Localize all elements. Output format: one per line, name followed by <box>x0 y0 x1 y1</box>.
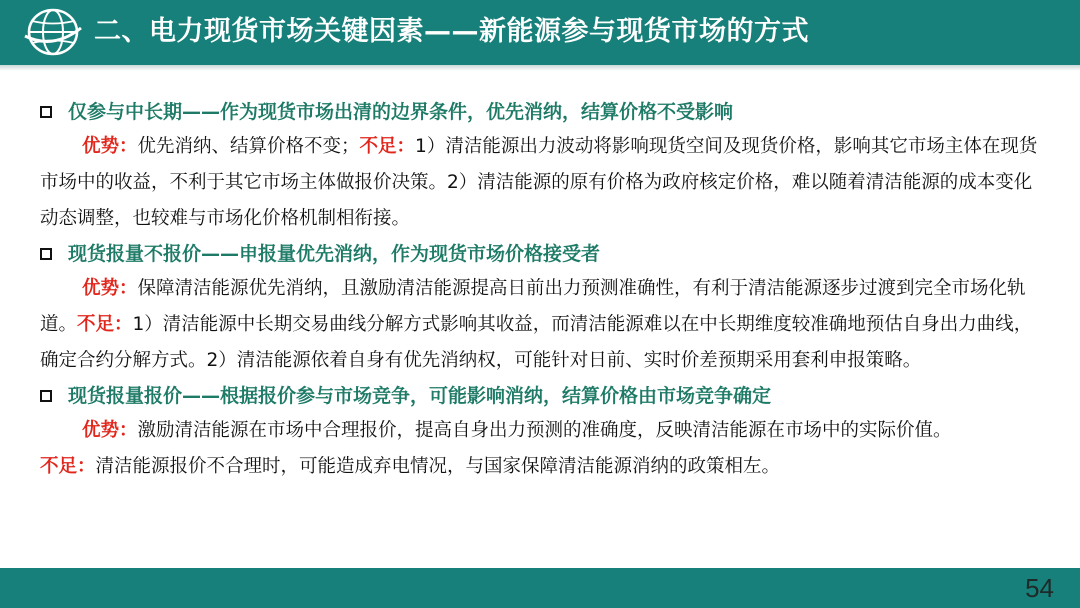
advantage-label: 优势： <box>82 420 138 441</box>
state-grid-logo-icon <box>23 6 83 58</box>
square-bullet-icon <box>40 390 52 402</box>
slide-content <box>40 95 1040 485</box>
item-body-quantity-no-price <box>40 271 1040 379</box>
disadvantage-label: 不足： <box>359 136 416 157</box>
advantage-text: 保障清洁能源优先消纳，且激励清洁能源提高日前出力预测准确性，有利于清洁能源逐步过渡到完全市场化轨道。 <box>40 278 1026 335</box>
advantage-label: 优势： <box>82 278 138 299</box>
disadvantage-text: 1）清洁能源出力波动将影响现货空间及现货价格，影响其它市场主体在现货市场中的收益，不利于其它市场主体做报价决策。2）清洁能源的原有价格为政府核定价格，难以随着清洁能源的成本变化动态调整，也较难与市场化价格机制相衔接。 <box>40 136 1038 229</box>
square-bullet-icon <box>40 248 52 260</box>
footer-bar <box>0 568 1080 608</box>
item-body-long-term-only <box>40 129 1040 237</box>
item-body-quantity-and-price <box>40 413 1040 449</box>
item-heading-quantity-no-price: 现货报量不报价——申报量优先消纳，作为现货市场价格接受者 <box>40 237 1040 271</box>
advantage-text: 优先消纳、结算价格不变； <box>137 136 360 157</box>
item-heading-long-term-only: 仅参与中长期——作为现货市场出清的边界条件，优先消纳，结算价格不受影响 <box>40 95 1040 129</box>
disadvantage-text: 清洁能源报价不合理时，可能造成弃电情况，与国家保障清洁能源消纳的政策相左。 <box>95 456 781 477</box>
advantage-text: 激励清洁能源在市场中合理报价，提高自身出力预测的准确度，反映清洁能源在市场中的实际价值。 <box>137 420 952 441</box>
disadvantage-label: 不足： <box>77 314 133 335</box>
square-bullet-icon <box>40 106 52 118</box>
title-bar-shadow <box>0 65 1080 71</box>
disadvantage-label: 不足： <box>40 456 96 477</box>
title-bar <box>0 0 1080 65</box>
item-body-quantity-and-price-shortfall <box>40 449 1040 485</box>
page-title: 二、电力现货市场关键因素——新能源参与现货市场的方式 <box>94 16 809 47</box>
advantage-label: 优势： <box>82 136 138 157</box>
item-heading-quantity-and-price: 现货报量报价——根据报价参与市场竞争，可能影响消纳，结算价格由市场竞争确定 <box>40 379 1040 413</box>
page-number: 54 <box>1025 573 1054 603</box>
disadvantage-text: 1）清洁能源中长期交易曲线分解方式影响其收益，而清洁能源难以在中长期维度较准确地预估自身出力曲线，确定合约分解方式。2）清洁能源依着自身有优先消纳权，可能针对日前、实时价差预期采用套利申报策略。 <box>40 314 1033 371</box>
